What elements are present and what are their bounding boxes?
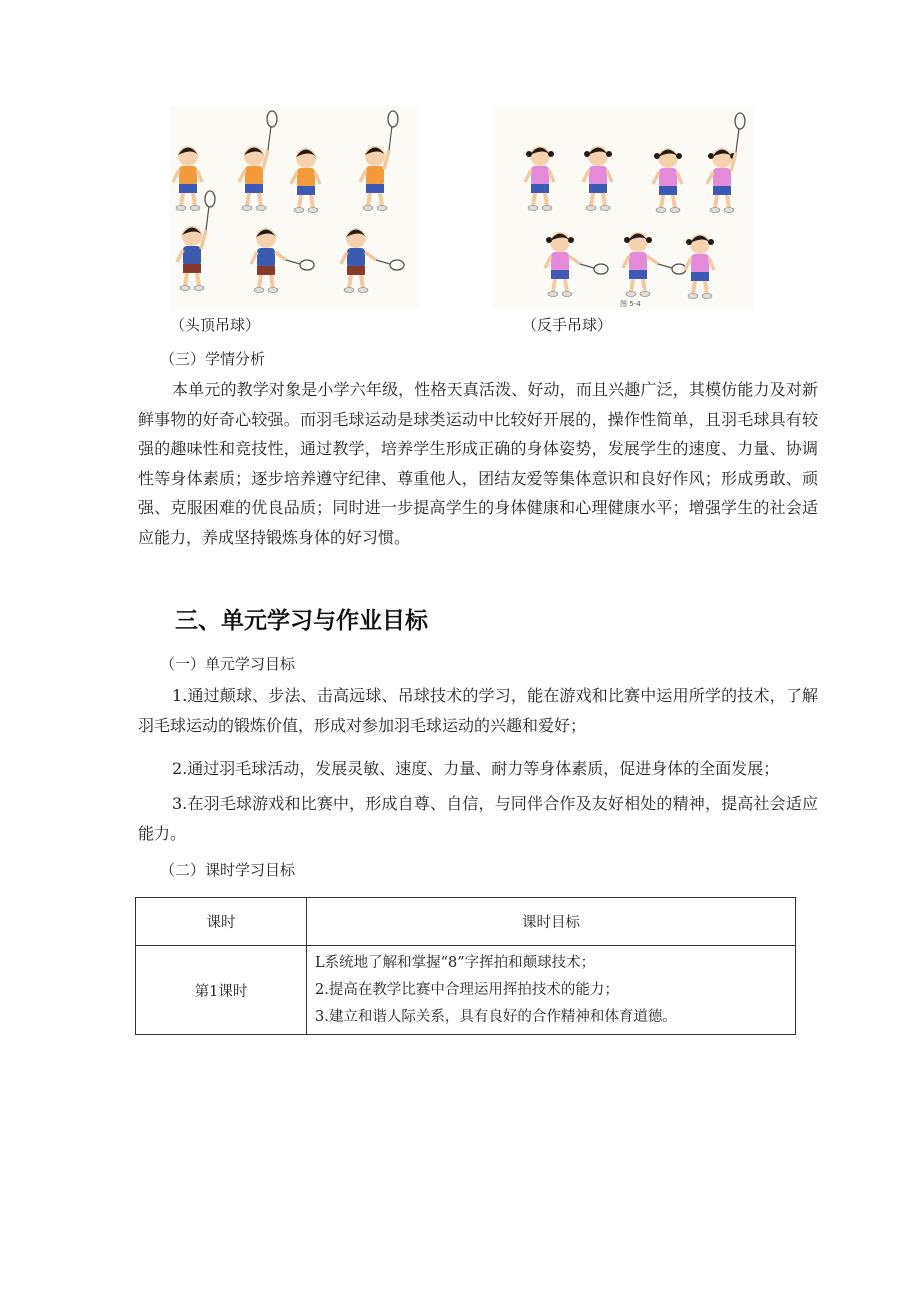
player-figure [685,234,714,299]
section-title-learning-analysis: （三）学情分析 [160,350,266,368]
table-cell-goals [307,946,796,1035]
figure-overhead-drop-shot [170,106,420,311]
player-figure [545,232,608,297]
player-figure [291,148,320,213]
main-heading: 三、单元学习与作业目标 [175,608,428,634]
figure-backhand-drop-shot [492,106,754,311]
player-figure [583,146,612,211]
unit-goal-2: 2.通过羽毛球活动，发展灵敏、速度、力量、耐力等身体素质，促进身体的全面发展； [172,759,780,778]
player-figure [653,148,682,213]
learning-analysis-paragraph: 本单元的教学对象是小学六年级，性格天真活泼、好动，而且兴趣广泛，其模仿能力及对新鲜事物的好奇心较强。而羽毛球运动是球类运动中比较好开展的，操作性简单，且羽毛球具有较强的趣味性和竞技性，通过教学，培养学生形成正确的身体姿势，发展学生的速度、力量、协调性等身体素质；逐步培养遵守纪律、尊重他人，团结友爱等集体意识和良好作风；形成勇敢、顽强、克服困难的优良品质；同时进一步提高学生的身体健康和心理健康水平；增强学生的社会适应能力，养成坚持锻炼身体的好习惯。 [138,380,818,547]
lesson-goal-3: 3.建立和谐人际关系，具有良好的合作精神和体育道德。 [315,1008,677,1025]
section-title-unit-goals: （一）单元学习目标 [160,655,296,673]
table-header-lesson: 课时 [136,898,307,946]
caption-overhead-drop-shot: （头顶吊球） [170,316,261,334]
unit-goal-1: 1.通过颠球、步法、击高远球、吊球技术的学习，能在游戏和比赛中运用所学的技术，了解羽毛球运动的锻炼价值，形成对参加羽毛球运动的兴趣和爱好； [138,686,818,735]
player-figure [173,146,202,211]
player-figure [707,113,745,213]
player-figure [360,111,398,211]
lesson-goal-2: 2.提高在教学比赛中合理运用挥拍技术的能力； [315,981,619,998]
player-figure [239,111,277,211]
player-figure [341,228,404,293]
section-title-lesson-goals: （二）课时学习目标 [160,861,296,879]
player-figure [623,232,686,297]
table-header-goals: 课时目标 [307,898,796,946]
player-figure [251,228,314,293]
player-figure [525,146,554,211]
unit-goal-3: 3.在羽毛球游戏和比赛中，形成自尊、自信，与同伴合作及友好相处的精神，提高社会适应能力。 [138,794,818,843]
lesson-goal-1: L系统地了解和掌握“8”字挥拍和颠球技术； [315,954,596,971]
table-row [136,946,796,1035]
figure-label: 图 5-4 [620,300,641,308]
caption-backhand-drop-shot: （反手吊球） [522,316,613,334]
lesson-goals-table [135,897,796,1035]
table-cell-lesson: 第1课时 [136,946,307,1035]
backhand-drop-shot-illustration [492,106,754,311]
overhead-drop-shot-illustration [170,106,420,311]
table-header-row [136,898,796,946]
